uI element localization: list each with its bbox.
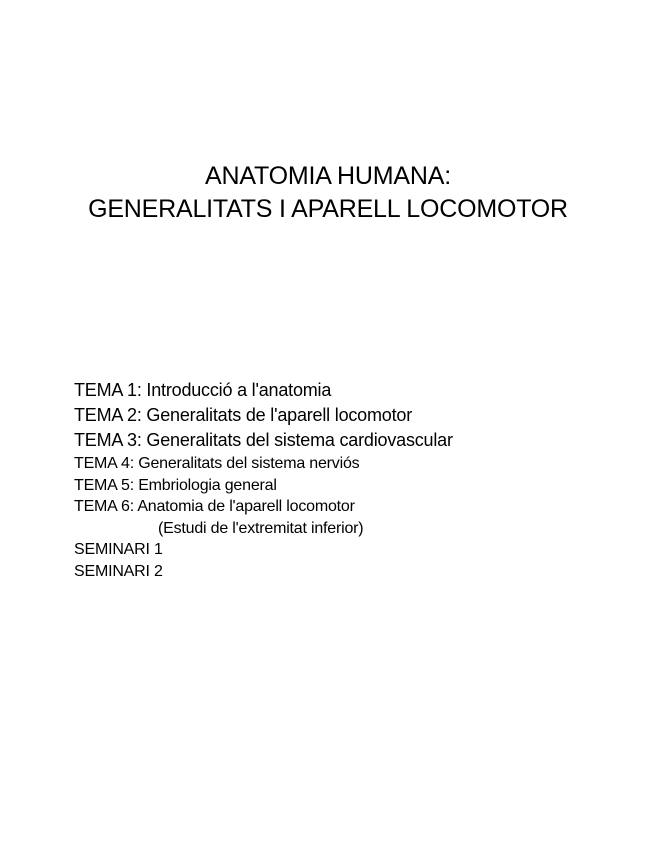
toc-item-seminari-1: SEMINARI 1 — [74, 541, 163, 558]
toc-item-seminari-2: SEMINARI 2 — [74, 562, 163, 580]
toc-item-tema-2: TEMA 2: Generalitats de l'aparell locomotor — [74, 405, 412, 425]
toc-item-tema-5: TEMA 5: Embriologia general — [74, 476, 277, 494]
toc-item-tema-3: TEMA 3: Generalitats del sistema cardiovascular — [74, 430, 453, 450]
toc-item-tema-1: TEMA 1: Introducció a l'anatomia — [74, 380, 332, 400]
toc-item-tema-6: TEMA 6: Anatomia de l'aparell locomotor — [74, 498, 355, 515]
title-line-2: GENERALITATS I APARELL LOCOMOTOR — [88, 195, 568, 223]
toc-item-tema-6-subtitle: (Estudi de l'extremitat inferior) — [158, 519, 364, 537]
document-title — [0, 160, 656, 226]
table-of-contents — [74, 378, 634, 582]
title-line-1: ANATOMIA HUMANA: — [205, 162, 451, 190]
toc-item-tema-4: TEMA 4: Generalitats del sistema nerviós — [74, 455, 360, 472]
